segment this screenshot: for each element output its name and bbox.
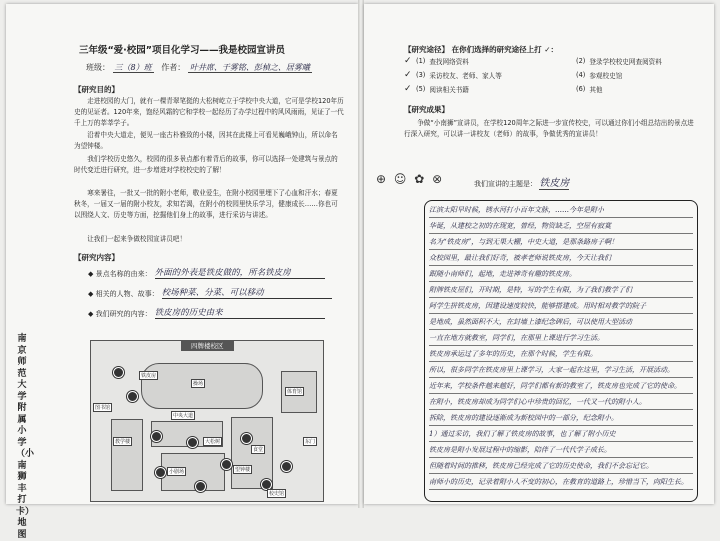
map-label: 食堂 — [253, 447, 264, 453]
map-label: 铁皮房 — [141, 373, 157, 379]
map-label: 中央大道 — [173, 413, 194, 419]
map-marker[interactable] — [113, 367, 124, 378]
map-building-west — [111, 419, 143, 491]
goal-paragraph-3: 我们学校历史悠久，校园的很多景点都有着背后的故事，你可以选择一处建筑与景点的时代变迁进行研究，进一步增进对学校校史的了解！ — [74, 155, 338, 174]
handwritten-line: 铁皮房承运过了多年的历史，在那个时候，学生有限。 — [429, 347, 693, 362]
topic-line — [474, 174, 569, 189]
map-campus-badge: 四牌楼校区 — [181, 340, 234, 351]
class-author-line — [86, 62, 312, 73]
question-row-people-stories — [88, 286, 332, 299]
goal-paragraph-2: 沿着中央大道走，便见一座古朴雅致的小楼，因其在此楼上可看见巍峨钟山，所以命名为望钟楼。 — [74, 131, 338, 150]
map-label: 校史馆 — [269, 491, 285, 497]
topic-value: 铁皮房 — [539, 178, 570, 189]
path-option-6[interactable]: (6) 其他 — [576, 85, 603, 94]
path-option-3[interactable]: ✓ (3) 采访校友、老师、家人等 — [404, 70, 502, 80]
map-label: 体育馆 — [287, 389, 303, 395]
map-label: 图书馆 — [95, 405, 111, 411]
handwritten-line: 所以，很多同学在铁皮房里上课学习，大家一起在这里，学习生活，开展活动。 — [429, 363, 693, 378]
answer-field[interactable]: 校场种菜、分菜、可以移动 — [162, 286, 332, 299]
doodle-drawing: ⊕ ☺ ✿ ⊗ — [376, 172, 445, 186]
handwritten-line: 近年来，学校条件越来越好，同学们都有新的教室了，铁皮房也完成了它的使命。 — [429, 379, 693, 394]
handwritten-line: 在附小，铁皮房却成为同学们心中珍贵的回忆，一代又一代的附小人。 — [429, 395, 693, 410]
process-heading: 【研究内容】 — [74, 253, 119, 262]
author-label: 作者： — [161, 63, 186, 72]
map-marker[interactable] — [221, 459, 232, 470]
handwritten-line: 江滨太阳早时候，锈水河打小百年文脉，……今年是附小 — [429, 203, 693, 218]
map-label: 操场 — [193, 381, 204, 387]
map-vertical-title: 南京师范大学附属小学（小南狮丰打卡）地图 — [16, 334, 35, 540]
handwritten-line: 名为“铁皮房”，与到无果大棚，中史大道，是那条路房子啊！ — [429, 235, 693, 250]
check-mark-icon: ✓ — [404, 56, 412, 66]
class-label: 班级： — [86, 63, 110, 72]
handwritten-line: 拆除，铁皮房的建设逐渐成为新校园中的一部分，纪念附小。 — [429, 411, 693, 426]
handwritten-line: 铁皮房是附小发展过程中的缩影，陪伴了一代代学子成长。 — [429, 443, 693, 458]
path-option-2[interactable]: (2) 登录学校校史网查阅资料 — [576, 57, 662, 66]
handwritten-line: 是地成，虽然面积不大，在封墙上漆纪念碑后，可以使用大型活动 — [429, 315, 693, 330]
map-marker[interactable] — [241, 433, 252, 444]
handwritten-line: 阿学生拼铁皮房，因建设速度较快，能够搭建成。用时相对教学的院子 — [429, 299, 693, 314]
question-label: ◆ 景点名称的由来： — [88, 270, 152, 278]
answer-field[interactable]: 外面的外表是铁皮做的，所名铁皮房 — [155, 266, 325, 279]
author-value: 叶井席、于雾铭、彭楨之、居雾曦 — [189, 63, 310, 72]
map-label: 教学楼 — [115, 439, 131, 445]
result-paragraph: 争做“小南狮”宣讲员，在学校120周年之际进一步宣传校史，可以通过你们小组总结出的景点进行深入研究，可以讲一讲校友（老师）的故事，争做优秀的宣讲员！ — [404, 119, 694, 138]
worksheet-title: 三年级“爱·校园”项目化学习——我是校园宣讲员 — [78, 45, 286, 56]
goal-paragraph-1: 走进校园的大门，就有一棵青翠笔挺的大松树屹立于学校中央大道，它可是学校120年历史的见证者。120年来，饱经风霜的它和学校一起经历了办学过程中的风风雨雨，见证了一代千上万的莘莘学子。 — [74, 97, 344, 127]
handwritten-line: 跟随小南师们，起地，走进神奇有趣的铁皮房。 — [429, 267, 693, 282]
map-label: 大松树 — [205, 439, 221, 445]
right-worksheet-page — [364, 4, 714, 504]
question-label: ◆ 我们研究的内容： — [88, 310, 152, 318]
map-marker[interactable] — [281, 461, 292, 472]
goal-heading: 【研究目的】 — [74, 85, 119, 94]
handwritten-line: 1）通过采访，我们了解了铁皮房的故事，也了解了附小历史 — [429, 427, 693, 442]
handwritten-line: 附牌铁皮屋们，开时期，是特，写的学生有限，为了我们教学了们 — [429, 283, 693, 298]
path-option-4[interactable]: (4) 参观校史馆 — [576, 71, 623, 80]
answer-field[interactable]: 铁皮房的历史由来 — [155, 306, 325, 319]
map-marker[interactable] — [155, 467, 166, 478]
handwritten-line: 华诞，从建校之初的在现宽，曾经，物资缺乏，空屋有寂寞 — [429, 219, 693, 234]
speech-writing-box[interactable] — [424, 200, 698, 502]
check-mark-icon: ✓ — [404, 84, 412, 94]
topic-label: 我们宣讲的主题是： — [474, 180, 537, 188]
handwritten-line: 但随着时间的推移，铁皮房已经完成了它的历史使命，我们不会忘记它。 — [429, 459, 693, 474]
research-path-options — [404, 56, 704, 100]
question-row-research-content — [88, 306, 325, 319]
class-value: 三（8）班 — [114, 63, 152, 72]
map-label: 望钟楼 — [235, 467, 251, 473]
goal-paragraph-4: 寒来暑往，一批又一批的附小老师，敬业爱生，在附小校园里埋下了心血和汗水；春夏秋冬，一届又一届的附小校友，求知若渴，在附小的校园里快乐学习，健康成长……你也可以围绕人文、历史等方面，挖掘他们身上的故事，进行采访与讲述。 — [74, 189, 338, 219]
goal-paragraph-5: 让我们一起来争做校园宣讲员吧！ — [87, 235, 187, 243]
map-marker[interactable] — [195, 481, 206, 492]
handwritten-line: 众校园里，最让我们好奇，被孝老师说铁皮房，今天让我们 — [429, 251, 693, 266]
map-marker[interactable] — [151, 431, 162, 442]
path-option-1[interactable]: ✓ (1) 查找网络资料 — [404, 56, 469, 66]
map-marker[interactable] — [127, 391, 138, 402]
campus-map — [90, 340, 324, 502]
map-label: 小剧场 — [169, 469, 185, 475]
handwritten-line: 一直在地方就教室，同学们，在那里上课进行学习生活。 — [429, 331, 693, 346]
result-heading: 【研究成果】 — [404, 105, 449, 114]
map-label: 东门 — [305, 439, 316, 445]
question-row-name-origin — [88, 266, 325, 279]
handwritten-line: 南师小的历史，记录着附小人不变的初心，在教育的道路上，珍惜当下，向阳生长。 — [429, 475, 693, 490]
left-worksheet-page — [6, 4, 358, 540]
map-marker[interactable] — [187, 437, 198, 448]
question-label: ◆ 相关的人物、故事： — [88, 290, 159, 298]
path-heading: 【研究途径】 在你们选择的研究途径上打 ✓： — [404, 45, 559, 54]
check-mark-icon: ✓ — [404, 70, 412, 80]
path-option-5[interactable]: ✓ (5) 阅读相关书籍 — [404, 84, 469, 94]
